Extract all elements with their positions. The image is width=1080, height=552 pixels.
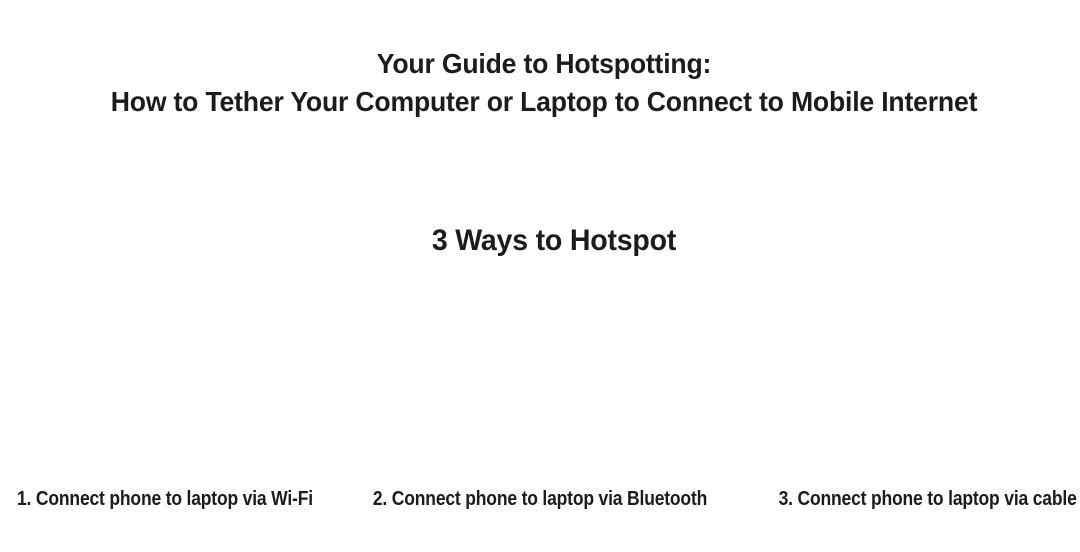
method-caption-bluetooth: 2. Connect phone to laptop via Bluetooth: [372, 488, 708, 510]
page-title: [31, 45, 1057, 121]
section-heading: 3 Ways to Hotspot: [431, 224, 677, 257]
page-title-line-2: How to Tether Your Computer or Laptop to Connect to Mobile Internet: [110, 86, 978, 117]
page-title-line-1: Your Guide to Hotspotting:: [376, 48, 712, 79]
method-caption-wifi: 1. Connect phone to laptop via Wi-Fi: [17, 488, 313, 510]
method-caption-cable: 3. Connect phone to laptop via cable: [778, 488, 1077, 510]
